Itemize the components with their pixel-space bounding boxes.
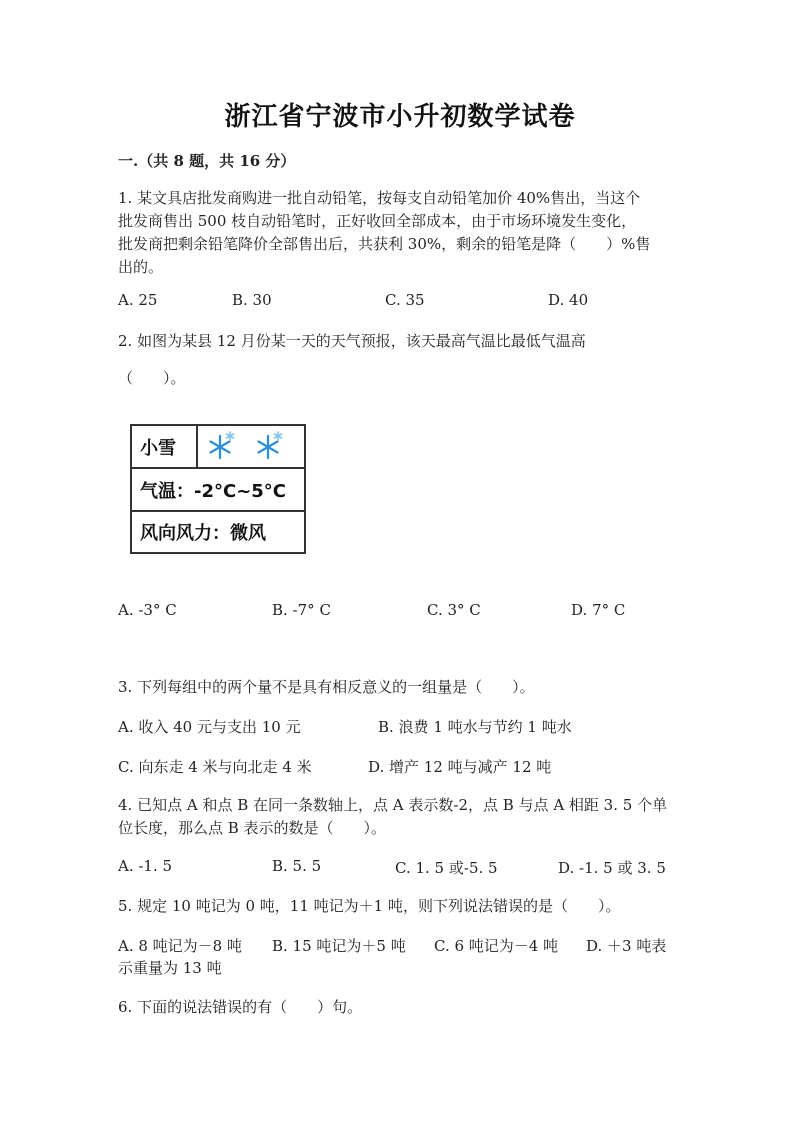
question-3-line-1: 3. 下列每组中的两个量不是具有相反意义的一组量是（ ）。 [118,678,535,696]
page-title: 浙江省宁波市小升初数学试卷 [224,102,576,132]
weather-condition: 小雪 [140,437,176,459]
question-1-option-d: D. 40 [548,291,589,309]
snowflake-icon [254,430,286,462]
question-4-option-b: B. 5. 5 [272,857,322,875]
question-2-option-b: B. -7° C [272,601,331,619]
question-1-option-c: C. 35 [385,291,425,309]
question-3-option-c: C. 向东走 4 米与向北走 4 米 [118,758,312,776]
question-1-line-3: 批发商把剩余铅笔降价全部售出后，共获利 30%，剩余的铅笔是降（ ）%售 [118,235,651,253]
question-5-option-c: C. 6 吨记为－4 吨 [434,937,559,955]
question-5-option-d-continued: 示重量为 13 吨 [118,959,222,977]
question-2-line-1: 2. 如图为某县 12 月份某一天的天气预报，该天最高气温比最低气温高 [118,332,586,350]
weather-temperature: 气温：-2°C~5°C [140,480,287,502]
snowflake-icon [206,430,238,462]
question-1-line-1: 1. 某文具店批发商购进一批自动铅笔，按每支自动铅笔加价 40%售出，当这个 [118,189,641,207]
question-5-option-d: D. ＋3 吨表 [586,937,667,955]
question-4-option-d: D. -1. 5 或 3. 5 [558,859,666,877]
weather-forecast-card [130,424,306,554]
question-4-option-c: C. 1. 5 或-5. 5 [395,859,498,877]
section-heading: 一.（共 8 题，共 16 分） [118,152,296,170]
question-3-option-a: A. 收入 40 元与支出 10 元 [118,718,301,736]
question-1-line-2: 批发商售出 500 枝自动铅笔时，正好收回全部成本，由于市场环境发生变化， [118,212,637,230]
question-4-line-2: 位长度，那么点 B 表示的数是（ ）。 [118,819,387,837]
weather-wind: 风向风力：微风 [140,523,266,544]
question-3-option-b: B. 浪费 1 吨水与节约 1 吨水 [378,718,572,736]
question-3-option-d: D. 增产 12 吨与减产 12 吨 [368,758,552,776]
question-6-line-1: 6. 下面的说法错误的有（ ）句。 [118,998,363,1016]
weather-row-condition [132,426,304,469]
weather-row-wind [132,512,304,552]
question-2-option-c: C. 3° C [427,601,481,619]
question-2-option-a: A. -3° C [118,601,177,619]
question-1-option-a: A. 25 [118,291,158,309]
question-5-line-1: 5. 规定 10 吨记为 0 吨，11 吨记为＋1 吨，则下列说法错误的是（ ）。 [118,897,621,915]
weather-divider [196,426,198,467]
question-2-line-2: （ ）。 [118,369,186,387]
question-4-option-a: A. -1. 5 [118,857,173,875]
weather-row-temperature [132,469,304,512]
question-1-line-4: 出的。 [118,258,164,276]
question-1-option-b: B. 30 [232,291,272,309]
question-5-option-a: A. 8 吨记为－8 吨 [118,937,242,955]
question-4-line-1: 4. 已知点 A 和点 B 在同一条数轴上，点 A 表示数-2，点 B 与点 A 相距 3. 5 个单 [118,796,668,814]
question-2-option-d: D. 7° C [571,601,626,619]
question-5-option-b: B. 15 吨记为＋5 吨 [272,937,406,955]
